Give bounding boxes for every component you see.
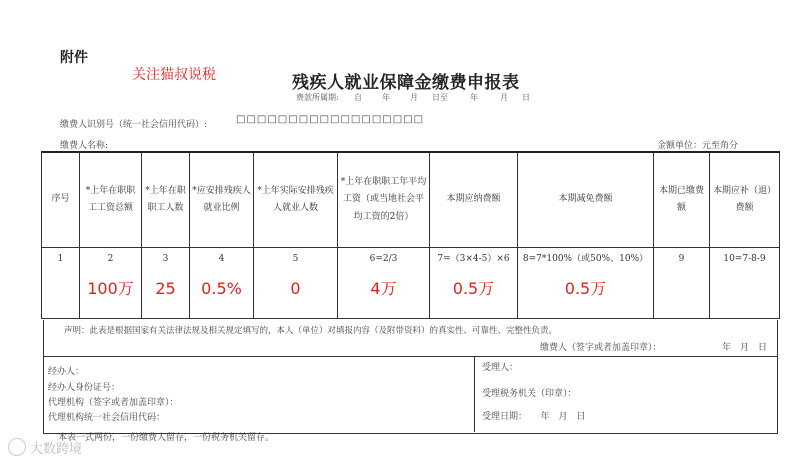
period-month2: 月 <box>500 93 508 102</box>
header-cell: *应安排残疾人就业比例 <box>190 152 254 248</box>
tax-authority-field[interactable]: 受理税务机关（印章）： <box>482 389 577 399</box>
payer-id-boxes[interactable]: □□□□□□□□□□□□□□□□□□ <box>236 114 425 125</box>
declaration-date: 年 月 日 <box>722 343 768 353</box>
header-row <box>42 152 780 248</box>
column-number-row <box>42 248 780 273</box>
value-cell[interactable]: 0.5万 <box>518 272 654 319</box>
value-cell[interactable]: 0.5万 <box>430 272 518 319</box>
period-year2: 年 <box>470 93 478 102</box>
column-number-cell: 10=7-8-9 <box>710 248 780 273</box>
header-cell: 本期已缴费额 <box>654 152 710 248</box>
header-cell: *上年在职职工工资总额 <box>80 152 142 248</box>
column-number-cell: 7=（3×4-5）×6 <box>430 248 518 273</box>
red-annotation: 关注猫叔说税 <box>132 67 216 83</box>
header-cell: 本期减免费额 <box>518 152 654 248</box>
header-cell: 本期应纳费额 <box>430 152 518 248</box>
value-row <box>42 272 780 319</box>
footer-note: 本表一式两份，一份缴费人留存，一份税务机关留存。 <box>58 433 275 443</box>
value-cell[interactable] <box>42 272 80 319</box>
period-end: 日 <box>522 93 530 102</box>
declaration-signer: 缴费人（签字或者加盖印章）： <box>540 343 662 353</box>
attachment-label: 附件 <box>60 50 88 66</box>
signature-divider <box>474 356 475 432</box>
period-from: 自 <box>354 93 362 102</box>
agency-seal-field[interactable]: 代理机构（签字或者加盖印章）： <box>48 398 179 408</box>
value-cell[interactable]: 100万 <box>80 272 142 319</box>
amount-unit-label: 金额单位：元至角分 <box>657 141 739 151</box>
header-cell: *上年在职职工年平均工资（或当地社会平均工资的2倍） <box>338 152 430 248</box>
value-cell[interactable]: 4万 <box>338 272 430 319</box>
receiver-field[interactable]: 受理人： <box>482 363 519 373</box>
column-number-cell: 9 <box>654 248 710 273</box>
column-number-cell: 1 <box>42 248 80 273</box>
period-year1: 年 <box>382 93 390 102</box>
column-number-cell: 2 <box>80 248 142 273</box>
form-title: 残疾人就业保障金缴费申报表 <box>292 73 520 93</box>
declaration-text: 声明：此表是根据国家有关法律法规及相关规定填写的，本人（单位）对填报内容（及附带资料）的真实性、可靠性、完整性负责。 <box>64 326 558 336</box>
handler-field[interactable]: 经办人： <box>48 367 85 377</box>
agency-code-field[interactable]: 代理机构统一社会信用代码： <box>48 413 166 423</box>
period-label: 费款所属期: <box>296 93 339 102</box>
value-cell[interactable]: 0.5% <box>190 272 254 319</box>
header-cell: 本期应补（退）费额 <box>710 152 780 248</box>
watermark-logo-icon <box>8 438 26 456</box>
receive-date-field[interactable]: 受理日期： 年 月 日 <box>482 412 586 422</box>
column-number-cell: 3 <box>142 248 190 273</box>
declaration-table <box>41 151 780 319</box>
value-cell[interactable]: 0 <box>254 272 338 319</box>
value-cell[interactable]: 25 <box>142 272 190 319</box>
header-cell: *上年实际安排残疾人就业人数 <box>254 152 338 248</box>
header-cell: 序号 <box>42 152 80 248</box>
payer-id-label: 缴费人识别号（统一社会信用代码）: <box>60 120 208 130</box>
period-month1: 月 <box>410 93 418 102</box>
column-number-cell: 6=2/3 <box>338 248 430 273</box>
value-cell[interactable] <box>710 272 780 319</box>
payer-name-label: 缴费人名称: <box>60 141 109 151</box>
header-cell: *上年在职职工人数 <box>142 152 190 248</box>
column-number-cell: 5 <box>254 248 338 273</box>
period-to: 日至 <box>432 93 448 102</box>
column-number-cell: 4 <box>190 248 254 273</box>
watermark-text: 大数跨境 <box>30 442 83 457</box>
value-cell[interactable] <box>654 272 710 319</box>
column-number-cell: 8=7*100%（或50%、10%） <box>518 248 654 273</box>
handler-id-field[interactable]: 经办人身份证号： <box>48 383 121 393</box>
